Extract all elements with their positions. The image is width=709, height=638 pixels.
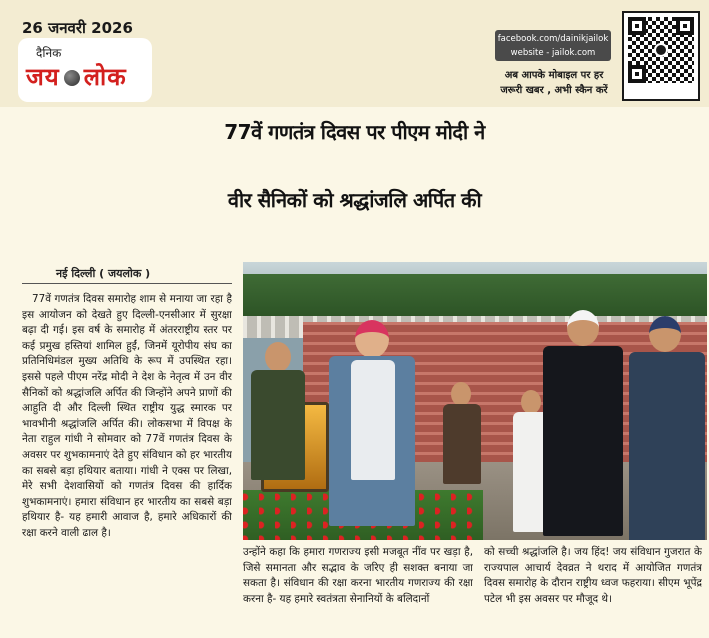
- scan-prompt: [490, 68, 618, 98]
- masthead: [0, 0, 709, 107]
- website-link[interactable]: website - jailok.com: [510, 48, 596, 58]
- logo-title-left: जय: [26, 63, 60, 91]
- globe-icon: [64, 70, 80, 86]
- article-column-2: उन्होंने कहा कि हमारा गणराज्य इसी मजबूत नींव पर खड़ा है, जिसे समानता और सद्भाव के जरिए ही सशक्त बनाया जा सकता है। संविधान की रक्षा करना भारतीय गणराज्य की रक्षा करना है- यह हमारे स्वतंत्रता सेनानियों के बलिदानों: [243, 546, 473, 605]
- qr-pattern: [628, 17, 694, 83]
- facebook-link[interactable]: facebook.com/dainikjailok: [497, 34, 609, 44]
- logo-title: [26, 60, 127, 93]
- issue-date: 26 जनवरी 2026: [22, 19, 133, 37]
- photo-trees: [243, 274, 707, 316]
- qr-finder-icon: [676, 17, 694, 35]
- newspaper-logo: [18, 38, 152, 102]
- dateline-divider: [22, 283, 232, 284]
- logo-title-right: लोक: [83, 63, 127, 91]
- qr-finder-icon: [628, 17, 646, 35]
- qr-code[interactable]: [622, 11, 700, 101]
- news-photo: [243, 262, 707, 540]
- whatsapp-icon: [654, 43, 668, 57]
- dateline: नई दिल्ली ( जयलोक ): [56, 267, 151, 280]
- scan-prompt-line1: अब आपके मोबाइल पर हर: [504, 70, 604, 81]
- article-column-1: 77वें गणतंत्र दिवस समारोह शाम से मनाया जा रहा है इस आयोजन को देखते हुए दिल्ली-एनसीआर में सुरक्षा बढ़ा दी गई। इस वर्ष के समारोह में अंतरराष्ट्रीय स्तर पर कई प्रमुख हस्तियां शामिल हुईं, जिनमें यूरोपीय संघ का प्रतिनिधिमंडल मुख्य अतिथि के रूप में उपस्थित रहा। इससे पहले पीएम नरेंद्र मोदी ने देश के नेतृत्व में उन वीर सैनिकों को श्रद्धांजलि अर्पित की जिन्होंने अपने प्राणों की आहुति दी और दिल्ली स्थित राष्ट्रीय युद्ध स्मारक पर भावभीनी श्रद्धांजलि अर्पित की। लोकसभा में विपक्ष के नेता राहुल गांधी ने सोमवार को 77वें गणतंत्र दिवस के अवसर पर शुभकामनाएं देते हुए संविधान को हर भारतीय का सबसे बड़ा हथियार बताया। गांधी ने एक्स पर लिखा, मेरे सभी देशवासियों को गणतंत्र दिवस की हार्दिक शुभकामनाएं। हमारा संविधान हर भारतीय का सबसे बड़ा हथियार है- यह हमारी आवाज है, हमारे अधिकारों की रक्षा करने वाली ढाल है।: [22, 293, 232, 539]
- article-column-3: को सच्ची श्रद्धांजलि है। जय हिंद! जय संविधान गुजरात के राज्यपाल आचार्य देवव्रत ने थराद में आयोजित गणतंत्र दिवस समारोह के दौरान राष्ट्रीय ध्वज फहराया। सीएम भूपेंद्र पटेल भी इस अवसर पर मौजूद थे।: [484, 546, 702, 605]
- headline-line-2: वीर सैनिकों को श्रद्धांजलि अर्पित की: [227, 188, 482, 212]
- social-links-box: [495, 30, 611, 61]
- qr-finder-icon: [628, 65, 646, 83]
- scan-prompt-line2: जरूरी खबर , अभी स्कैन करें: [500, 85, 608, 96]
- logo-prefix: दैनिक: [36, 46, 62, 60]
- headline-line-1: 77वें गणतंत्र दिवस पर पीएम मोदी ने: [224, 120, 485, 144]
